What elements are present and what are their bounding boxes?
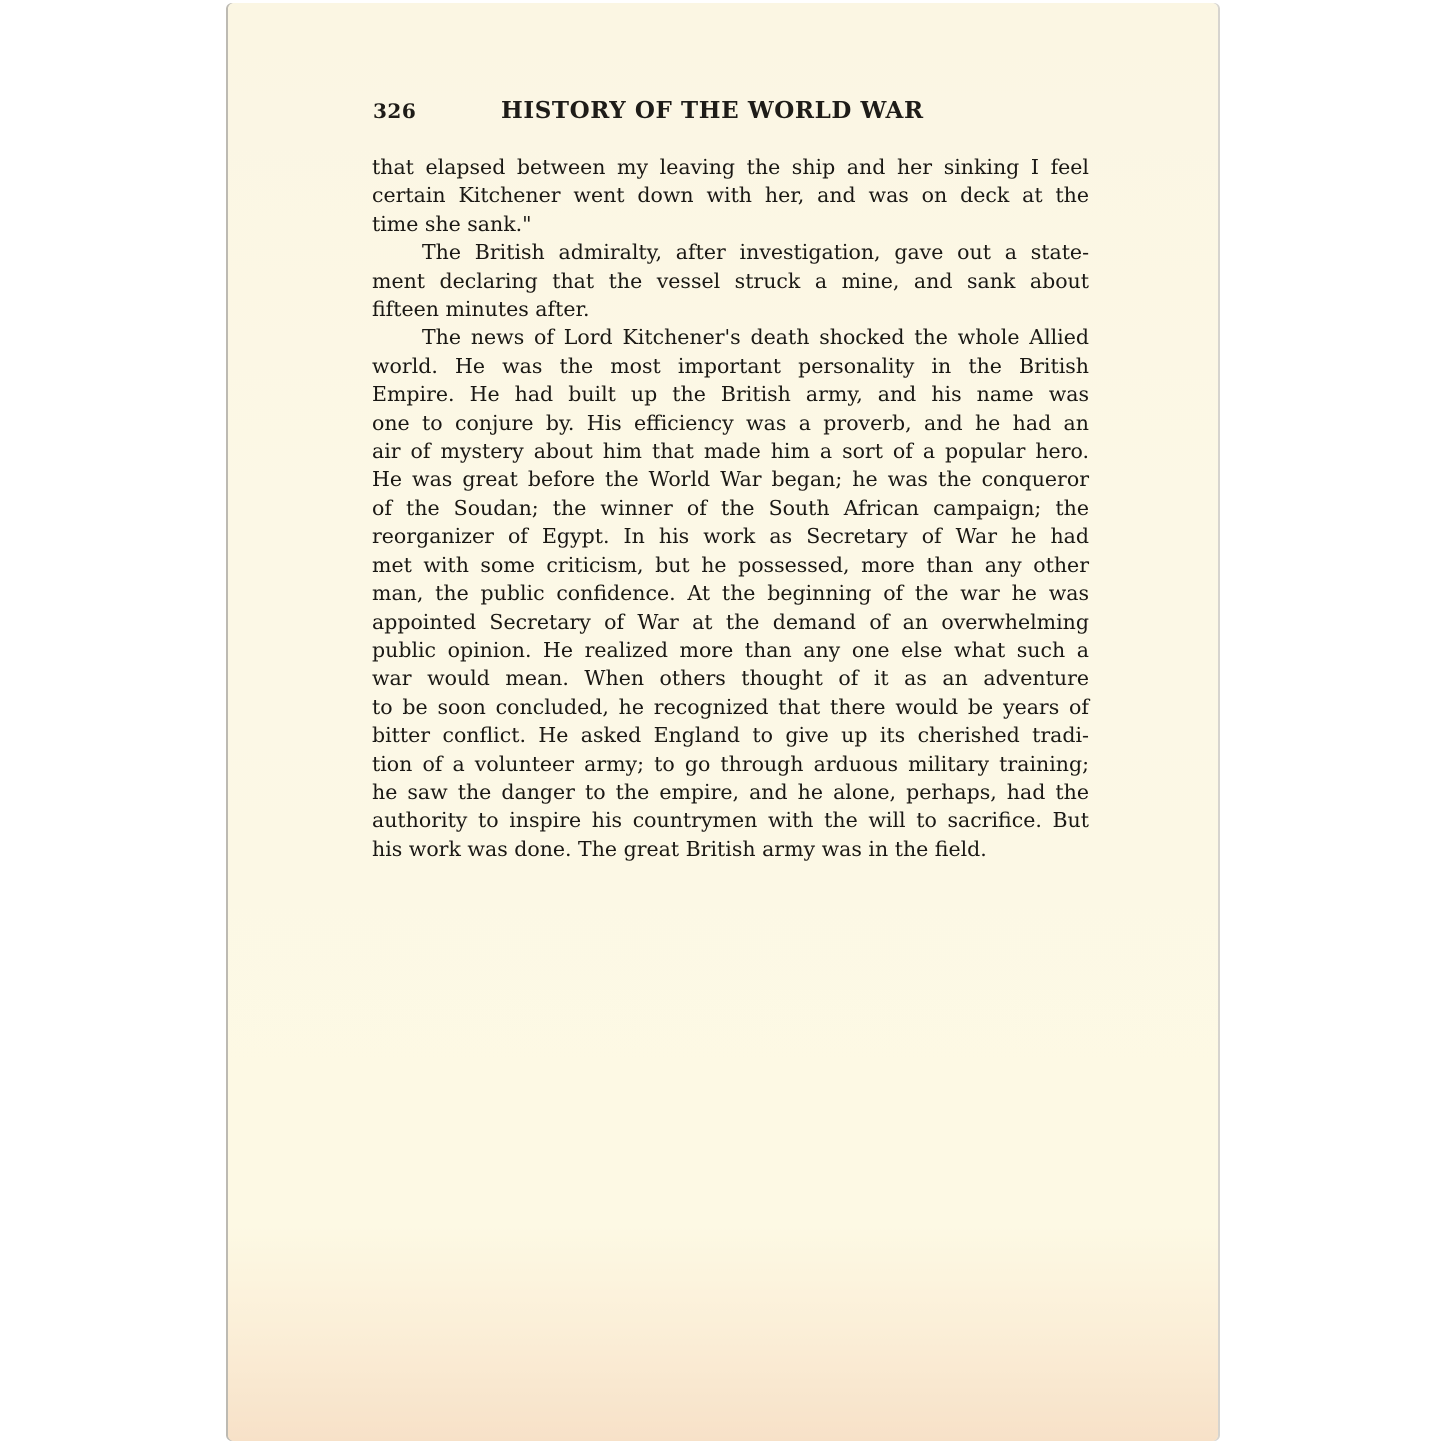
text-line: time she sank." xyxy=(372,211,532,236)
text-line: The news of Lord Kitchener's death shocked the whole Allied xyxy=(422,325,1089,350)
paragraph-2 xyxy=(372,238,1089,323)
text-line: war would mean. When others thought of it as an adventure xyxy=(372,666,1089,691)
paragraph-1 xyxy=(372,153,1089,238)
text-line: reorganizer of Egypt. In his work as Secretary of War he had xyxy=(372,524,1089,549)
book-page xyxy=(228,3,1218,1441)
text-line: of the Soudan; the winner of the South African campaign; the xyxy=(372,495,1089,520)
text-line: certain Kitchener went down with her, and was on deck at the xyxy=(372,183,1089,208)
text-line: ment declaring that the vessel struck a mine, and sank about xyxy=(372,268,1089,293)
text-line: world. He was the most important personality in the British xyxy=(372,353,1089,378)
text-line: Empire. He had built up the British army, and his name was xyxy=(372,382,1089,407)
text-line: appointed Secretary of War at the demand of an overwhelming xyxy=(372,609,1089,634)
page-header xyxy=(373,95,1093,131)
page-number: 326 xyxy=(373,99,417,123)
text-line: He was great before the World War began; he was the conqueror xyxy=(372,467,1089,492)
text-line: fifteen minutes after. xyxy=(372,297,590,322)
text-line: to be soon concluded, he recognized that there would be years of xyxy=(372,694,1089,719)
text-line: authority to inspire his countrymen with the will to sacrifice. But xyxy=(372,808,1089,833)
text-line: public opinion. He realized more than any one else what such a xyxy=(372,637,1089,662)
text-line: he saw the danger to the empire, and he alone, perhaps, had the xyxy=(372,779,1089,804)
text-line: The British admiralty, after investigation, gave out a state- xyxy=(422,240,1089,265)
text-line: met with some criticism, but he possessed, more than any other xyxy=(372,552,1089,577)
running-title: HISTORY OF THE WORLD WAR xyxy=(501,97,924,124)
paragraph-3 xyxy=(372,323,1089,863)
text-line: his work was done. The great British army was in the field. xyxy=(372,836,987,861)
text-line: bitter conflict. He asked England to give up its cherished tradi- xyxy=(372,723,1089,748)
body-text xyxy=(372,153,1089,863)
text-line: that elapsed between my leaving the ship and her sinking I feel xyxy=(372,155,1089,179)
text-line: tion of a volunteer army; to go through arduous military training; xyxy=(372,751,1089,776)
text-line: air of mystery about him that made him a sort of a popular hero. xyxy=(372,439,1089,464)
text-line: man, the public confidence. At the beginning of the war he was xyxy=(372,581,1089,606)
text-line: one to conjure by. His efficiency was a proverb, and he had an xyxy=(372,410,1089,435)
